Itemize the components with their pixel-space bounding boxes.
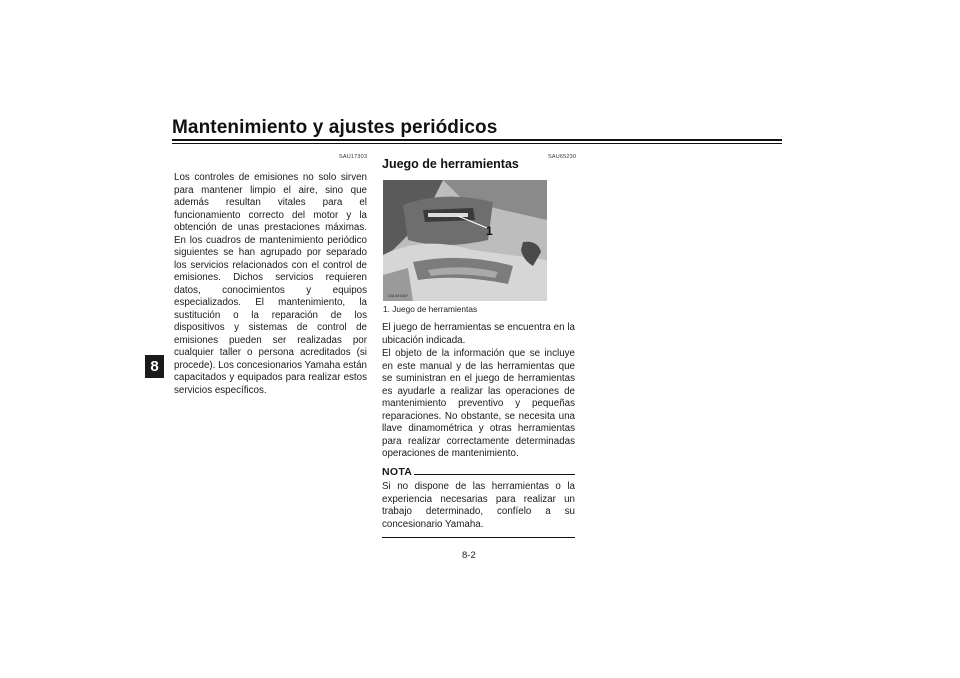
note-end-rule [382, 537, 575, 538]
section-title-toolkit: Juego de herramientas [382, 157, 519, 171]
note-label: NOTA [382, 466, 413, 478]
figure-caption: 1. Juego de herramientas [383, 304, 478, 314]
emissions-paragraph: Los controles de emisiones no solo sirven para mantener limpio el aire, sino que además resultan vitales para el funcionamiento correcto del motor y la obtención de unas prestaciones máximas. En los cuadros de mantenimiento periódico siguientes se han agrupado por separado los servicios relacionados con el control de emisiones. Dichos servicios requieren datos, conocimientos y equipos especializados. El mantenimiento, la sustitución o la reparación de los dispositivos y sistemas de control de emisiones pueden ser realizadas por cualquier taller o persona acreditados (si procede). Los concesionarios Yamaha están capacitados y equipados para realizar estos servicios específicos. [174, 172, 367, 396]
header-rule-thin [172, 143, 782, 144]
chapter-tab: 8 [145, 355, 164, 378]
page-title: Mantenimiento y ajustes periódicos [172, 117, 498, 138]
note-text: Si no dispone de las herramientas o la experiencia necesarias para realizar un trabajo determinado, confíelo a su concesionario Yamaha. [382, 481, 575, 530]
left-section-code: SAU17303 [339, 154, 368, 160]
page-number: 8-2 [462, 550, 476, 561]
right-section-code: SAU65230 [548, 154, 577, 160]
toolkit-location-paragraph: El juego de herramientas se encuentra en la ubicación indicada. [382, 322, 575, 346]
figure-image-code: ZAUM1687 [388, 293, 409, 298]
note-rule [414, 474, 575, 475]
figure-callout-1: 1 [486, 224, 493, 238]
toolkit-photo [383, 180, 547, 301]
toolkit-purpose-paragraph: El objeto de la información que se incluye en este manual y de las herramientas que se suministran en el juego de herramientas es ayudarle a realizar las operaciones de mantenimiento preventivo y pequeñas reparaciones. No obstante, se necesita una llave dinamométrica y otras herramientas para realizar correctamente determinadas operaciones de mantenimiento. [382, 348, 575, 459]
toolkit-photo-illustration [383, 180, 547, 301]
header-rule-thick [172, 139, 782, 141]
